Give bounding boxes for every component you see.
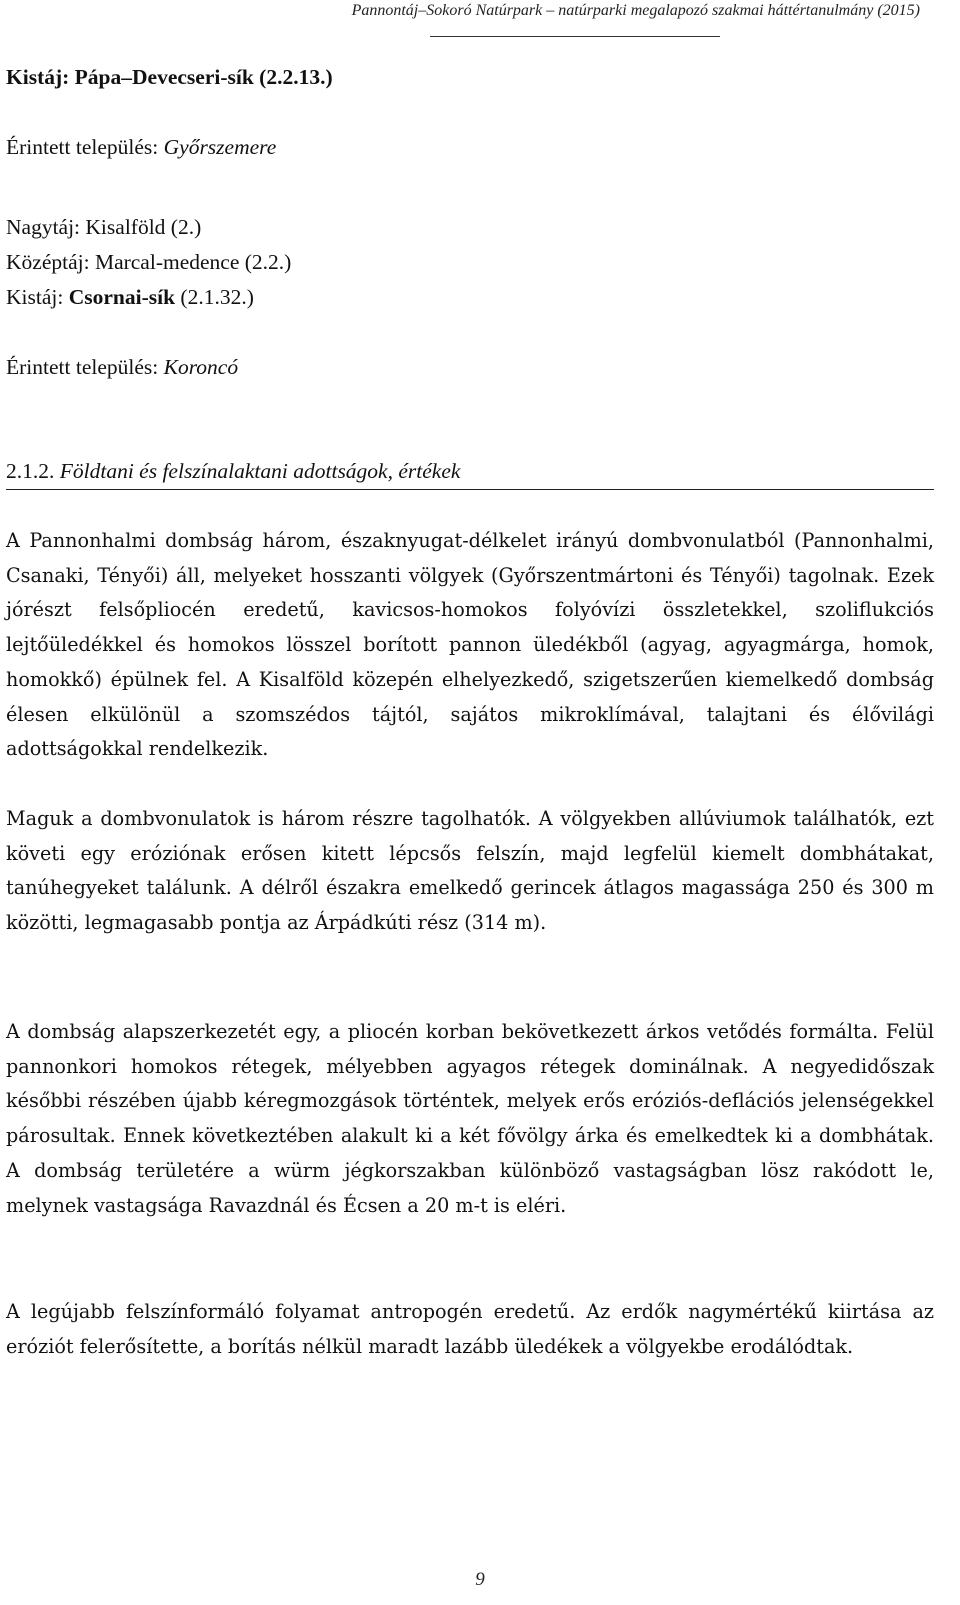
erintett-line-2	[6, 350, 934, 385]
section-heading	[6, 453, 934, 490]
landscape-block-1	[6, 60, 934, 165]
nagytaj-line: Nagytáj: Kisalföld (2.)	[6, 215, 202, 239]
erintett-label-2: Érintett település:	[6, 355, 164, 379]
kistaj-line-1	[6, 60, 934, 95]
running-header: Pannontáj–Sokoró Natúrpark – natúrparki megalapozó szakmai háttértanulmány (2015)	[351, 2, 920, 19]
erintett-value-1: Győrszemere	[163, 135, 277, 159]
section-number: 2.1.2.	[6, 459, 60, 483]
paragraph-2: Maguk a dombvonulatok is három részre tagolhatók. A völgyekben allúviumok találhatók, ezt követi egy eróziónak erősen kitett lépcsős felszín, majd legfelül kiemelt dombhátakat, tanúhegyeket találunk. A délről északra emelkedő gerincek átlagos magassága 250 és 300 m közötti, legmagasabb pontja az Árpádkúti rész (314 m).	[6, 807, 934, 935]
page-number: 9	[475, 1569, 485, 1590]
section-title: Földtani és felszínalaktani adottságok, értékek	[59, 459, 461, 483]
landscape-block-2	[6, 210, 934, 385]
header-rule	[430, 36, 720, 37]
kozeptaj-line: Középtáj: Marcal-medence (2.2.)	[6, 250, 292, 274]
erintett-value-2: Koroncó	[163, 355, 239, 379]
kistaj-code-2: (2.1.32.)	[175, 285, 254, 309]
kistaj-label-2: Kistáj:	[6, 285, 69, 309]
kistaj-value-1: Pápa–Devecseri-sík (2.2.13.)	[74, 65, 333, 89]
erintett-line-1	[6, 130, 934, 165]
paragraph-4: A legújabb felszínformáló folyamat antropogén eredetű. Az erdők nagymértékű kiirtása az eróziót felerősítette, a borítás nélkül maradt lazább üledékek a völgyekbe erodálódtak.	[6, 1300, 934, 1358]
paragraph-1: A Pannonhalmi dombság három, északnyugat-délkelet irányú dombvonulatból (Pannonhalmi, Csanaki, Tényői) áll, melyeket hosszanti völgyek (Győrszentmártoni és Tényői) tagolnak. Ezek jórészt felsőpliocén eredetű, kavicsos-homokos folyóvízi összletekkel, szoliflukciós lejtőüledékkel és homokos lösszel borított pannon üledékből (agyag, agyagmárga, homok, homokkő) épülnek fel. A Kisalföld közepén elhelyezkedő, szigetszerűen kiemelkedő dombság élesen elkülönül a szomszédos tájtól, sajátos mikroklímával, talajtani és élővilági adottságokkal rendelkezik.	[6, 529, 934, 761]
kistaj-value-2: Csornai-sík	[68, 285, 176, 309]
kistaj-line-2	[6, 280, 934, 315]
erintett-label-1: Érintett település:	[6, 135, 164, 159]
kistaj-label-1: Kistáj:	[6, 65, 75, 89]
paragraph-3: A dombság alapszerkezetét egy, a pliocén korban bekövetkezett árkos vetődés formálta. Felül pannonkori homokos rétegek, mélyebben agyagos rétegek dominálnak. A negyedidőszak későbbi részében újabb kéregmozgások történtek, melyek erős eróziós-deflációs jelenségekkel párosultak. Ennek következtében alakult ki a két fővölgy árka és emelkedtek ki a dombhátak. A dombság területére a würm jégkorszakban különböző vastagságban lösz rakódott le, melynek vastagsága Ravazdnál és Écsen a 20 m-t is eléri.	[6, 1020, 934, 1217]
